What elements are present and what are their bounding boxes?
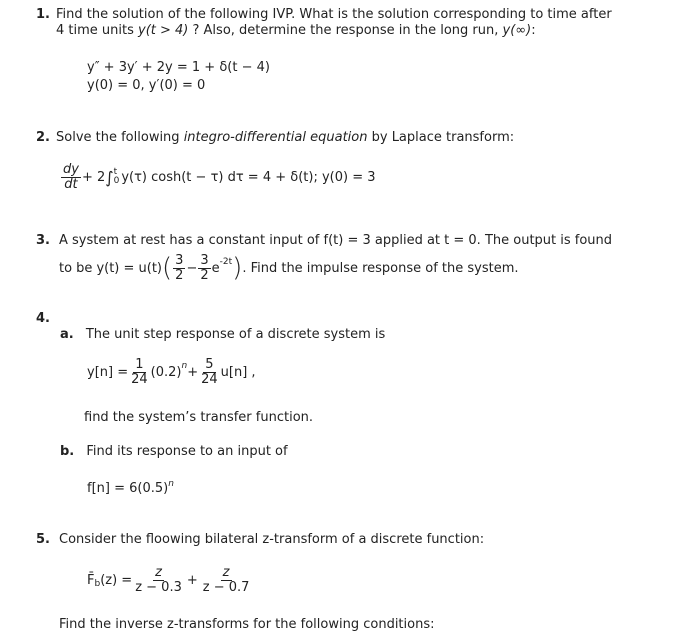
q2-equation [60,163,376,191]
q5-fraction-1 [133,566,184,594]
q4b-text: Find its response to an input of [86,444,288,459]
q3-fraction-1 [173,254,185,282]
q4a-label: a. [60,327,74,342]
q3-left-paren: ( [162,253,173,284]
q2-int-bot: 0 [113,176,120,187]
q3-text-line1: A system at rest has a constant input of f(t) = 3 applied at t = 0. The output is found [59,233,613,248]
q2-eq-b: y(τ) cosh(t − τ) dτ = 4 + δ(t); y(0) = 3 [121,169,376,185]
q4a-mid: (0.2) [150,364,182,380]
q4a-fraction-1 [129,358,150,386]
q4b-eq: f[n] = 6(0.5) [87,481,169,496]
q4a-f1-den: 24 [131,371,148,387]
q3-exp-power: -2t [219,257,233,268]
q3-f2-den: 2 [200,267,209,283]
q4a-fraction-2 [199,358,220,386]
q3-f2-num: 3 [200,253,209,268]
q4a-eq-lhs: y[n] = [87,364,129,380]
q4a-f2-num: 5 [205,357,214,372]
q5-after-text: Find the inverse z-transforms for the following conditions: [59,617,435,632]
q5-f2-num: z [222,565,230,580]
q2-number: 2. [36,130,50,145]
q5-f1-den: z − 0.3 [135,579,182,595]
q5-number: 5. [36,532,50,547]
q2-text [56,130,514,145]
q2-integral-sign: ∫ [105,167,114,187]
q1-equation-1: y″ + 3y′ + 2y = 1 + δ(t − 4) [87,60,270,75]
q3-minus: − [186,260,198,276]
q5-f2-den: z − 0.7 [202,579,250,595]
q1-line2-b: y(t > 4) [138,23,189,38]
q3-text-line2 [59,254,519,282]
q1-line2-d: y(∞) [502,23,532,38]
q5-f1-num: z [155,565,162,580]
q5-eq-lhs: F̄ [87,572,95,588]
q4a-text: The unit step response of a discrete system is [85,327,386,342]
q3-f1-num: 3 [175,253,184,268]
q2-eq-a: + 2 [81,169,106,185]
q4a-plus: + [187,364,199,380]
q5-eq-lhs2: (z) = [100,572,133,588]
q5-eq-sub: b [94,579,101,590]
q3-eq-lhs: y(t) = u(t) [96,260,163,276]
q4a-after-text: find the system’s transfer function. [84,410,314,425]
q2-text-b: integro-differential equation [183,130,368,145]
q2-frac-num: dy [63,162,79,177]
q3-right-paren: ) [232,253,243,284]
q2-int-top: t [113,167,118,178]
q1-equation-2: y(0) = 0, y′(0) = 0 [87,78,206,93]
q4-number: 4. [36,311,50,326]
q5-plus: + [186,572,198,588]
q5-text: Consider the floowing bilateral z-transform of a discrete function: [59,532,485,547]
q4b-power: n [168,479,174,489]
q2-text-c: by Laplace transform: [367,130,515,145]
q3-line2-a: to be [59,260,93,276]
q3-number: 3. [36,233,50,248]
q1-line2-a: 4 time units [56,23,138,38]
q2-dy-dt-fraction [61,163,81,191]
q4a-power: n [181,361,188,372]
q4a-end: u[n] , [220,364,256,380]
q4b-label: b. [60,444,75,459]
q3-line2-b: . Find the impulse response of the system. [242,260,519,276]
q5-equation [87,566,252,594]
q4a-f1-num: 1 [135,357,144,372]
q4a-equation [87,358,256,386]
q5-fraction-2 [201,566,252,594]
q1-text-line1: Find the solution of the following IVP. What is the solution corresponding to time after [56,7,612,22]
q1-text-line2 [56,23,536,38]
q3-fraction-2 [198,254,210,282]
q4b-line [60,444,288,459]
q1-line2-c: ? Also, determine the response in the long run, [188,23,503,38]
q3-f1-den: 2 [175,267,184,283]
q1-number: 1. [36,7,50,22]
q4a-f2-den: 24 [201,371,218,387]
q2-integral-limits [114,168,120,186]
q2-frac-den: dt [64,176,78,192]
q4b-equation [87,481,174,496]
q3-exp-base: e [211,260,220,276]
q1-line2-e: : [531,23,536,38]
q4a-line [60,327,385,342]
q2-text-a: Solve the following [56,130,184,145]
